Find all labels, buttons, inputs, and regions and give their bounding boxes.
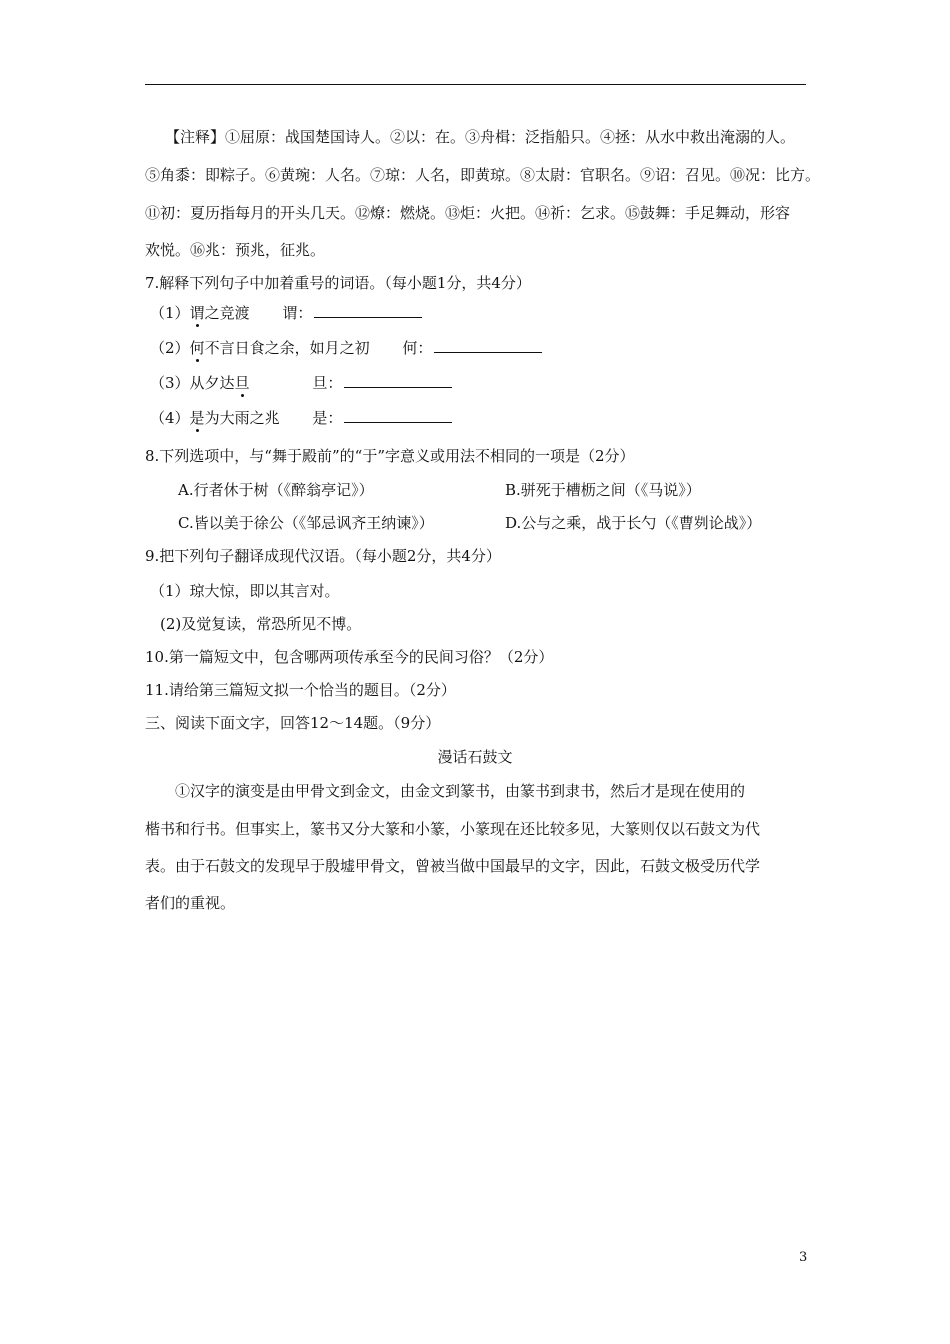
q7-item-2: （2）何不言日食之余，如月之初 何： — [150, 338, 542, 358]
q7-item-3: （3）从夕达旦 旦： — [150, 373, 452, 393]
q11: 11.请给第三篇短文拟一个恰当的题目。（2分） — [145, 681, 456, 699]
q8-option-c: C.皆以美于徐公（《邹忌讽齐王纳谏》） — [178, 514, 434, 532]
q9-sentence-2: (2)及觉复读，常恐所见不博。 — [160, 615, 362, 633]
q9-stem: 9.把下列句子翻译成现代汉语。（每小题2分，共4分） — [145, 547, 501, 565]
q9-sentence-1: （1）琼大惊，即以其言对。 — [150, 582, 340, 600]
essay-line-2: 楷书和行书。但事实上，篆书又分大篆和小篆，小篆现在还比较多见，大篆则仅以石鼓文为代 — [145, 820, 761, 838]
q8-option-d: D.公与之乘，战于长勺（《曹刿论战》） — [505, 514, 762, 532]
essay-line-1: ①汉字的演变是由甲骨文到金文，由金文到篆书，由篆书到隶书，然后才是现在使用的 — [175, 782, 746, 800]
answer-blank[interactable] — [314, 303, 422, 318]
section-3-heading: 三、阅读下面文字，回答12～14题。（9分） — [145, 714, 441, 732]
notes-line-2: ⑤角黍：即粽子。⑥黄琬：人名。⑦琼：人名，即黄琼。⑧太尉：官职名。⑨诏：召见。⑩况：比方。 — [145, 166, 821, 184]
q7-item-4: （4）是为大雨之兆 是： — [150, 408, 452, 428]
answer-blank[interactable] — [434, 338, 542, 353]
answer-blank[interactable] — [344, 373, 452, 388]
essay-title: 漫话石鼓文 — [437, 748, 513, 766]
q8-option-b: B.骈死于槽枥之间（《马说》） — [505, 481, 701, 499]
q7-item-1: （1）谓之竞渡 谓： — [150, 303, 422, 323]
q10: 10.第一篇短文中，包含哪两项传承至今的民间习俗？（2分） — [145, 648, 554, 666]
notes-line-1: 【注释】①屈原：战国楚国诗人。②以：在。③舟楫：泛指船只。④拯：从水中救出淹溺的人。 — [165, 128, 796, 146]
notes-line-4: 欢悦。⑯兆：预兆，征兆。 — [145, 241, 326, 259]
answer-blank[interactable] — [344, 408, 452, 423]
notes-line-3: ⑪初：夏历指每月的开头几天。⑫燎：燃烧。⑬炬：火把。⑭祈：乞求。⑮鼓舞：手足舞动，形容 — [145, 204, 791, 222]
page-number: 3 — [799, 1250, 808, 1265]
essay-line-4: 者们的重视。 — [145, 894, 236, 912]
q8-stem: 8.下列选项中，与“舞于殿前”的“于”字意义或用法不相同的一项是（2分） — [145, 447, 635, 465]
essay-line-3: 表。由于石鼓文的发现早于殷墟甲骨文，曾被当做中国最早的文字，因此，石鼓文极受历代学 — [145, 857, 761, 875]
q8-option-a: A.行者休于树（《醉翁亭记》） — [178, 481, 374, 499]
header-rule — [145, 84, 806, 85]
q7-stem: 7.解释下列句子中加着重号的词语。（每小题1分，共4分） — [145, 274, 531, 292]
